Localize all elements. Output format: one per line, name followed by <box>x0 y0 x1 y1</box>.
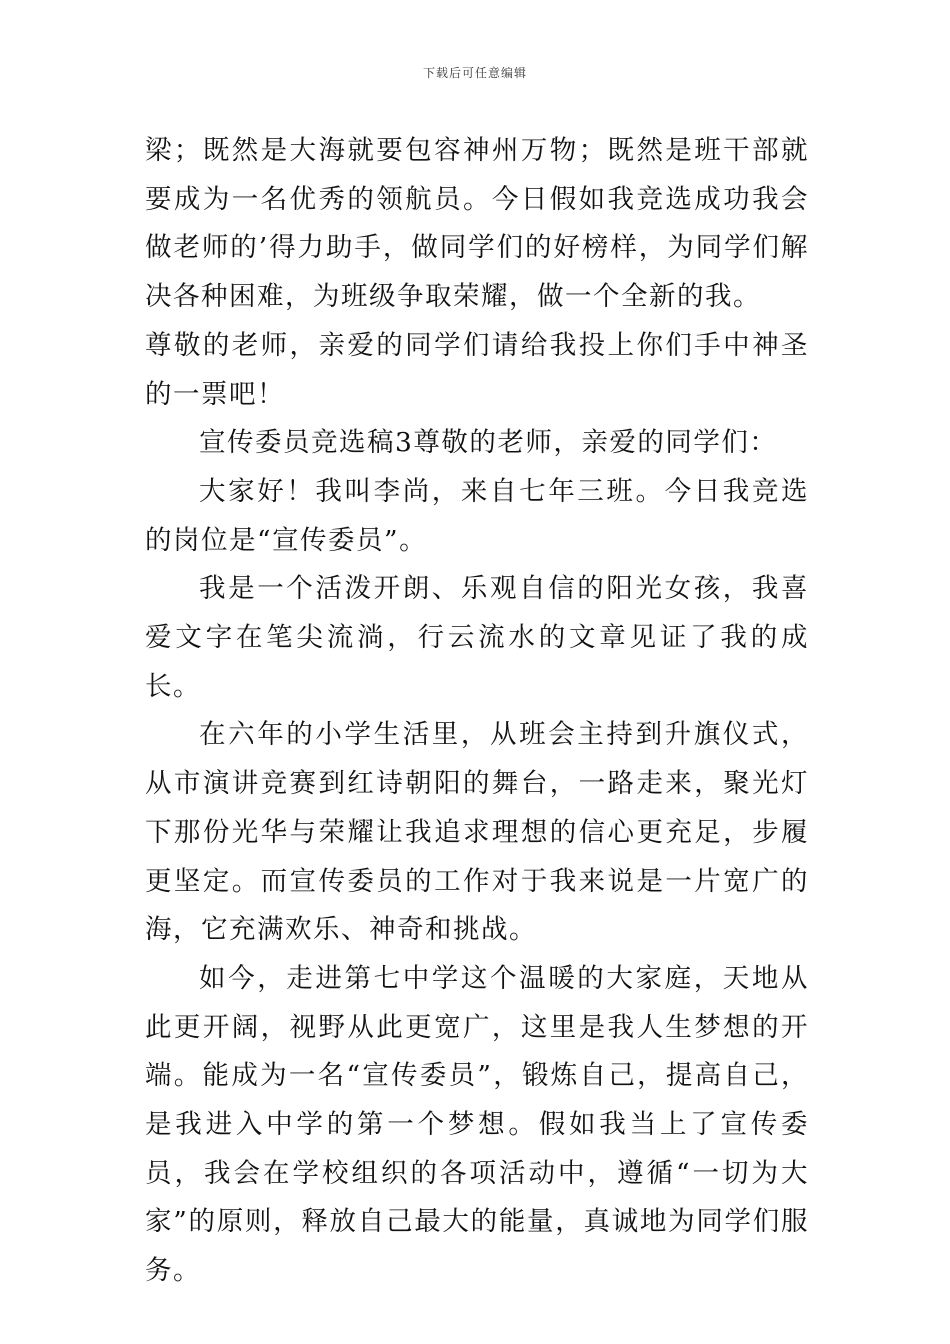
document-body <box>145 127 809 1296</box>
page-header: 下载后可任意编辑 <box>422 66 527 80</box>
paragraph-2: 尊敬的老师，亲爱的同学们请给我投上你们手中神圣的一票吧！ <box>145 329 809 410</box>
paragraph-5: 我是一个活泼开朗、乐观自信的阳光女孩，我喜爱文字在笔尖流淌，行云流水的文章见证了我的成长。 <box>145 573 809 702</box>
paragraph-4: 大家好！我叫李尚，来自七年三班。今日我竞选的岗位是“宣传委员”。 <box>145 475 809 556</box>
paragraph-7: 如今，走进第七中学这个温暖的大家庭，天地从此更开阔，视野从此更宽广，这里是我人生梦想的开端。能成为一名“宣传委员”，锻炼自己，提高自己，是我进入中学的第一个梦想。假如我当上了宣传委员，我会在学校组织的各项活动中，遵循“一切为大家”的原则，释放自己最大的能量，真诚地为同学们服务。 <box>145 962 809 1287</box>
paragraph-3: 宣传委员竞选稿3尊敬的老师，亲爱的同学们： <box>199 427 778 459</box>
paragraph-6: 在六年的小学生活里，从班会主持到升旗仪式，从市演讲竞赛到红诗朝阳的舞台，一路走来，聚光灯下那份光华与荣耀让我追求理想的信心更充足，步履更坚定。而宣传委员的工作对于我来说是一片宽广的海，它充满欢乐、神奇和挑战。 <box>145 719 809 946</box>
paragraph-1: 梁；既然是大海就要包容神州万物；既然是班干部就要成为一名优秀的领航员。今日假如我竞选成功我会做老师的’得力助手，做同学们的好榜样，为同学们解决各种困难，为班级争取荣耀，做一个全新的我。 <box>145 135 809 313</box>
